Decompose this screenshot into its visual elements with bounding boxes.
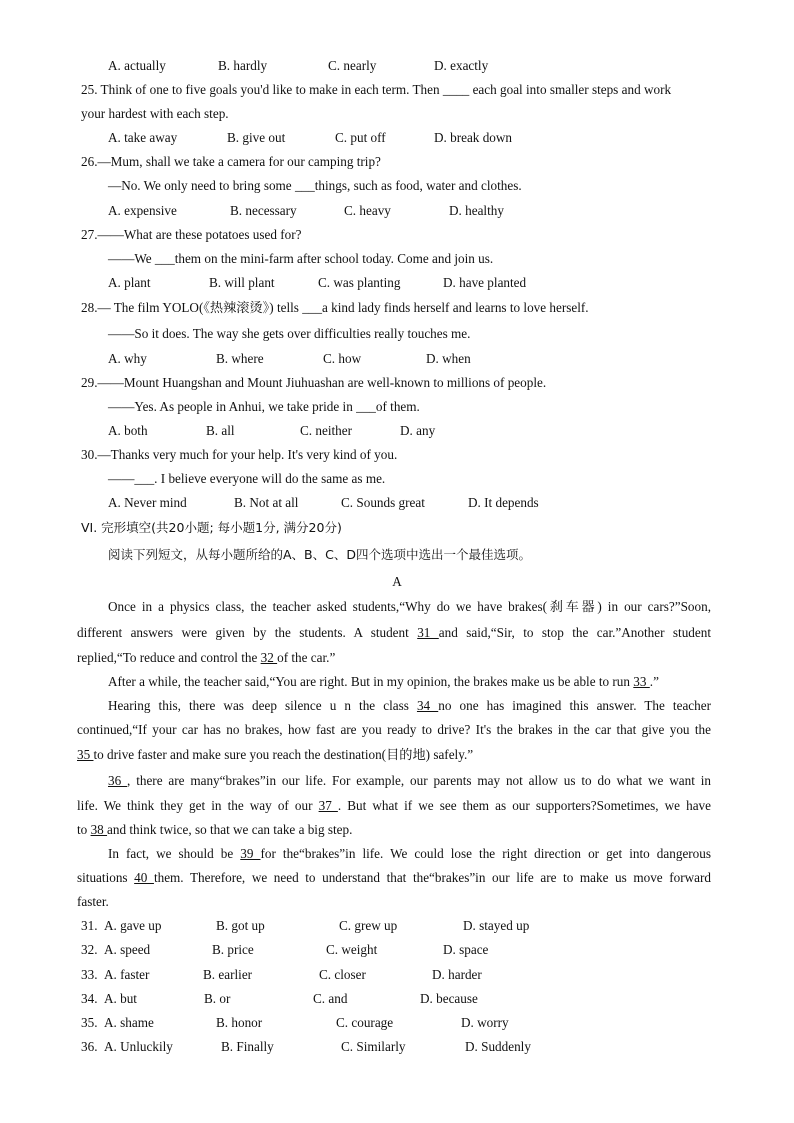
option-a: A. actually <box>108 58 166 73</box>
option-a: A. both <box>108 423 148 438</box>
option-c: C. Similarly <box>341 1039 406 1054</box>
option-b: B. hardly <box>218 58 268 73</box>
option-c: C. heavy <box>344 203 391 218</box>
option-b: B. will plant <box>209 275 275 290</box>
blank-36: 36 <box>108 773 128 788</box>
passage-text: them. Therefore, we need to understand that the“brakes”in our life are to make us move forward <box>153 870 711 885</box>
option-b: B. or <box>204 991 231 1006</box>
option-c: C. neither <box>300 423 353 438</box>
option-c: C. how <box>323 351 362 366</box>
choice-number: 36. <box>81 1039 98 1054</box>
option-a: A. Unluckily <box>104 1039 173 1054</box>
option-a: A. Never mind <box>108 495 187 510</box>
blank-31: 31 <box>417 625 439 640</box>
option-a: A. shame <box>104 1015 154 1030</box>
option-b: B. got up <box>216 918 265 933</box>
blank-33: 33 <box>633 674 650 689</box>
passage-text: After a while, the teacher said,“You are right. But in my opinion, the brakes make us be able to run <box>108 674 634 689</box>
section-instruction: 阅读下列短文，从每小题所给的A、B、C、D四个选项中选出一个最佳选项。 <box>108 547 531 562</box>
option-d: D. any <box>400 423 436 438</box>
passage-text: life. We think they get in the way of our <box>77 798 319 813</box>
option-c: C. was planting <box>318 275 401 290</box>
passage-line: faster. <box>77 894 109 909</box>
answer-line: ——___. I believe everyone will do the same as me. <box>108 471 386 486</box>
passage-text: to drive faster and make sure you reach the destination(目的地) safely.” <box>93 747 474 762</box>
passage-line <box>108 598 711 616</box>
option-c: C. Sounds great <box>341 495 425 510</box>
passage-line <box>77 721 711 739</box>
question-text: 25. Think of one to five goals you'd like to make in each term. Then ____ each goal into smaller steps and work <box>81 82 672 97</box>
option-a: A. gave up <box>104 918 162 933</box>
option-a: A. but <box>104 991 137 1006</box>
option-b: B. where <box>216 351 264 366</box>
option-b: B. honor <box>216 1015 263 1030</box>
passage-text: for the“brakes”in life. We could lose the right direction or get into dangerous <box>260 846 712 861</box>
option-c: C. weight <box>326 942 378 957</box>
option-a: A. speed <box>104 942 151 957</box>
passage-text: , there are many“brakes”in our life. For example, our parents may not allow us to do what we want in <box>127 773 711 788</box>
choice-number: 32. <box>81 942 98 957</box>
option-d: D. healthy <box>449 203 504 218</box>
passage-text: Once in a physics class, the teacher asked students,“Why do we have brakes(刹车器) in our cars?”Soon, <box>108 599 711 614</box>
blank-34: 34 <box>416 698 439 713</box>
blank-39: 39 <box>240 846 261 861</box>
passage-text: replied,“To reduce and control the <box>77 650 261 665</box>
option-d: D. because <box>420 991 478 1006</box>
option-a: A. take away <box>108 130 178 145</box>
answer-line: ——We ___them on the mini-farm after school today. Come and join us. <box>108 251 494 266</box>
choice-number: 33. <box>81 967 98 982</box>
passage-line <box>108 845 711 863</box>
option-b: B. necessary <box>230 203 297 218</box>
passage-text: and said,“Sir, to stop the car.”Another student <box>438 625 712 640</box>
option-d: D. exactly <box>434 58 489 73</box>
answer-line: ——So it does. The way she gets over difficulties really touches me. <box>108 326 471 341</box>
option-a: A. faster <box>104 967 150 982</box>
passage-line <box>77 746 711 764</box>
option-b: B. Not at all <box>234 495 299 510</box>
option-d: D. Suddenly <box>465 1039 531 1054</box>
passage-line <box>77 649 711 667</box>
blank-32: 32 <box>260 650 278 665</box>
option-b: B. Finally <box>221 1039 274 1054</box>
question-text: 27.——What are these potatoes used for? <box>81 227 302 242</box>
passage-line <box>77 624 711 642</box>
passage-line <box>108 673 659 691</box>
option-b: B. give out <box>227 130 286 145</box>
option-d: D. when <box>426 351 471 366</box>
passage-line <box>77 869 711 887</box>
option-d: D. have planted <box>443 275 527 290</box>
passage-text: Hearing this, there was deep silence u n the class <box>108 698 417 713</box>
question-text-cont: your hardest with each step. <box>81 106 229 121</box>
option-a: A. plant <box>108 275 151 290</box>
blank-40: 40 <box>134 870 154 885</box>
answer-line: ——Yes. As people in Anhui, we take pride in ___of them. <box>108 399 420 414</box>
passage-text: . But what if we see them as our supporters?Sometimes, we have <box>337 798 712 813</box>
option-d: D. space <box>443 942 489 957</box>
option-b: B. all <box>206 423 235 438</box>
blank-35: 35 <box>77 747 94 762</box>
choice-number: 34. <box>81 991 98 1006</box>
question-text: 28.— The film YOLO(《热辣滚烫》) tells ___a kind lady finds herself and learns to love herself. <box>81 300 589 315</box>
option-c: C. closer <box>319 967 366 982</box>
option-c: C. and <box>313 991 348 1006</box>
option-c: C. nearly <box>328 58 377 73</box>
passage-text: and think twice, so that we can take a big step. <box>107 822 353 837</box>
choice-number: 35. <box>81 1015 98 1030</box>
passage-text: continued,“If your car has no brakes, how fast are you ready to drive? It's the brakes in the car that give you the <box>77 722 711 737</box>
option-c: C. grew up <box>339 918 398 933</box>
option-a: A. expensive <box>108 203 177 218</box>
passage-label: A <box>392 574 402 589</box>
option-c: C. courage <box>336 1015 394 1030</box>
option-c: C. put off <box>335 130 386 145</box>
question-text: 26.—Mum, shall we take a camera for our camping trip? <box>81 154 381 169</box>
option-d: D. break down <box>434 130 513 145</box>
question-text: 30.—Thanks very much for your help. It's very kind of you. <box>81 447 398 462</box>
passage-line <box>77 797 711 815</box>
passage-line <box>108 697 711 715</box>
option-d: D. harder <box>432 967 482 982</box>
option-d: D. worry <box>461 1015 509 1030</box>
answer-line: —No. We only need to bring some ___things, such as food, water and clothes. <box>108 178 522 193</box>
question-text: 29.——Mount Huangshan and Mount Jiuhuashan are well-known to millions of people. <box>81 375 547 390</box>
passage-text: situations <box>77 870 135 885</box>
passage-line <box>108 772 711 790</box>
blank-38: 38 <box>90 822 108 837</box>
option-b: B. earlier <box>203 967 253 982</box>
option-a: A. why <box>108 351 147 366</box>
passage-text: of the car.” <box>277 650 336 665</box>
section-heading: VI. 完形填空(共20小题; 每小题1分, 满分20分) <box>81 520 342 535</box>
choice-number: 31. <box>81 918 98 933</box>
passage-line <box>77 821 711 839</box>
passage-text: different answers were given by the students. A student <box>77 625 418 640</box>
blank-37: 37 <box>318 798 338 813</box>
passage-text: .” <box>649 674 659 689</box>
passage-text: In fact, we should be <box>108 846 241 861</box>
option-b: B. price <box>212 942 254 957</box>
passage-text: to <box>77 822 91 837</box>
option-d: D. It depends <box>468 495 539 510</box>
option-d: D. stayed up <box>463 918 530 933</box>
passage-text: no one has imagined this answer. The teacher <box>438 698 711 713</box>
